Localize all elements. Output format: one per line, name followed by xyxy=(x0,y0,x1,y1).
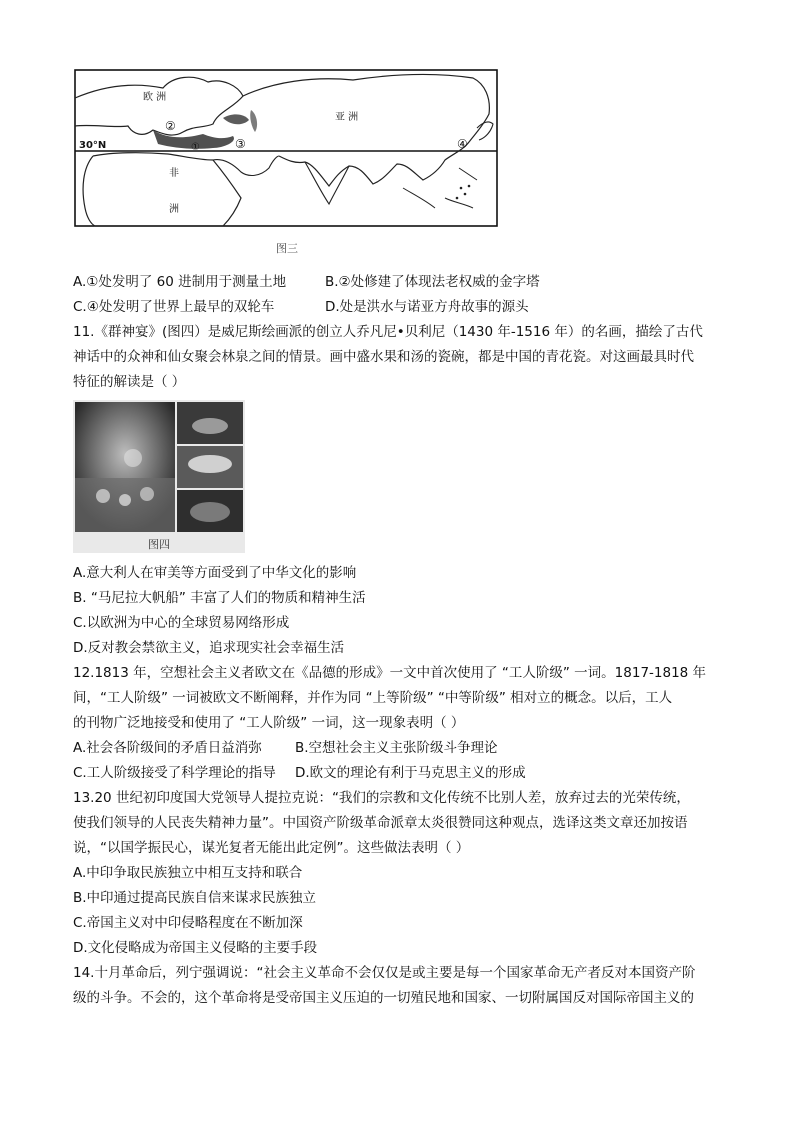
q13-option-d: D.文化侵略成为帝国主义侵略的主要手段 xyxy=(73,940,318,956)
q11-option-c: C.以欧洲为中心的全球贸易网络形成 xyxy=(73,615,290,631)
q10-option-a: A.①处发明了 60 进制用于测量土地 xyxy=(73,274,287,290)
q12-option-a: A.社会各阶级间的矛盾日益消弥 xyxy=(73,740,262,756)
q13-stem-line-2: 使我们领导的人民丧失精神力量”。中国资产阶级革命派章太炎很赞同这种观点，选译这类文章还加按语 xyxy=(73,815,688,831)
marker-1: ① xyxy=(191,142,200,153)
q12-option-d: D.欧文的理论有利于马克思主义的形成 xyxy=(295,765,526,781)
label-africa-1: 非 xyxy=(169,168,179,179)
label-europe: 欧 洲 xyxy=(143,92,167,103)
q12-option-c: C.工人阶级接受了科学理论的指导 xyxy=(73,765,276,781)
q13-option-c: C.帝国主义对中印侵略程度在不断加深 xyxy=(73,915,303,931)
label-30n: 30°N xyxy=(79,140,107,151)
marker-4: ④ xyxy=(457,137,468,151)
q11-option-b: B. “马尼拉大帆船” 丰富了人们的物质和精神生活 xyxy=(73,590,366,606)
q12-stem-line-1: 12.1813 年，空想社会主义者欧文在《品德的形成》一文中首次使用了 “工人阶级” 一词。1817-1818 年 xyxy=(73,665,707,681)
q12-stem-line-3: 的刊物广泛地接受和使用了 “工人阶级” 一词，这一现象表明（ ） xyxy=(73,715,465,731)
q13-stem-line-1: 13.20 世纪初印度国大党领导人提拉克说：“我们的宗教和文化传统不比别人差，放弃过去的光荣传统， xyxy=(73,790,690,806)
world-map xyxy=(73,68,501,258)
painting-image xyxy=(73,400,245,534)
q12-option-b: B.空想社会主义主张阶级斗争理论 xyxy=(295,740,498,756)
q13-option-a: A.中印争取民族独立中相互支持和联合 xyxy=(73,865,303,881)
figure-4-painting xyxy=(73,400,245,553)
q13-option-b: B.中印通过提高民族自信来谋求民族独立 xyxy=(73,890,317,906)
q10-option-b: B.②处修建了体现法老权威的金字塔 xyxy=(325,274,540,290)
label-africa-2: 洲 xyxy=(169,204,179,215)
figure-3-map xyxy=(73,68,501,258)
figure-3-caption: 图三 xyxy=(276,242,298,255)
label-asia: 亚 洲 xyxy=(335,112,359,123)
q10-option-c: C.④处发明了世界上最早的双轮车 xyxy=(73,299,275,315)
marker-3: ③ xyxy=(235,137,246,151)
q11-option-d: D.反对教会禁欲主义，追求现实社会幸福生活 xyxy=(73,640,345,656)
q11-stem-line-1: 11.《群神宴》(图四）是威尼斯绘画派的创立人乔凡尼•贝利尼（1430 年-1516 年）的名画，描绘了古代 xyxy=(73,324,703,340)
q14-stem-line-2: 级的斗争。不会的，这个革命将是受帝国主义压迫的一切殖民地和国家、一切附属国反对国际帝国主义的 xyxy=(73,990,694,1006)
marker-2: ② xyxy=(165,119,176,133)
q11-option-a: A.意大利人在审美等方面受到了中华文化的影响 xyxy=(73,565,357,581)
q10-option-d: D.处是洪水与诺亚方舟故事的源头 xyxy=(325,299,529,315)
q13-stem-line-3: 说，“以国学振民心，谋光复者无能出此定例”。这些做法表明（ ） xyxy=(73,840,470,856)
figure-4-caption: 图四 xyxy=(148,538,170,551)
q11-stem-line-2: 神话中的众神和仙女聚会林泉之间的情景。画中盛水果和汤的瓷碗，都是中国的青花瓷。对这画最具时代 xyxy=(73,349,694,365)
q14-stem-line-1: 14.十月革命后，列宁强调说：“社会主义革命不会仅仅是或主要是每一个国家革命无产者反对本国资产阶 xyxy=(73,965,696,981)
q12-stem-line-2: 间，“工人阶级” 一词被欧文不断阐释，并作为同 “上等阶级” “中等阶级” 相对立的概念。以后，工人 xyxy=(73,690,673,706)
q11-stem-line-3: 特征的解读是（ ） xyxy=(73,374,186,390)
